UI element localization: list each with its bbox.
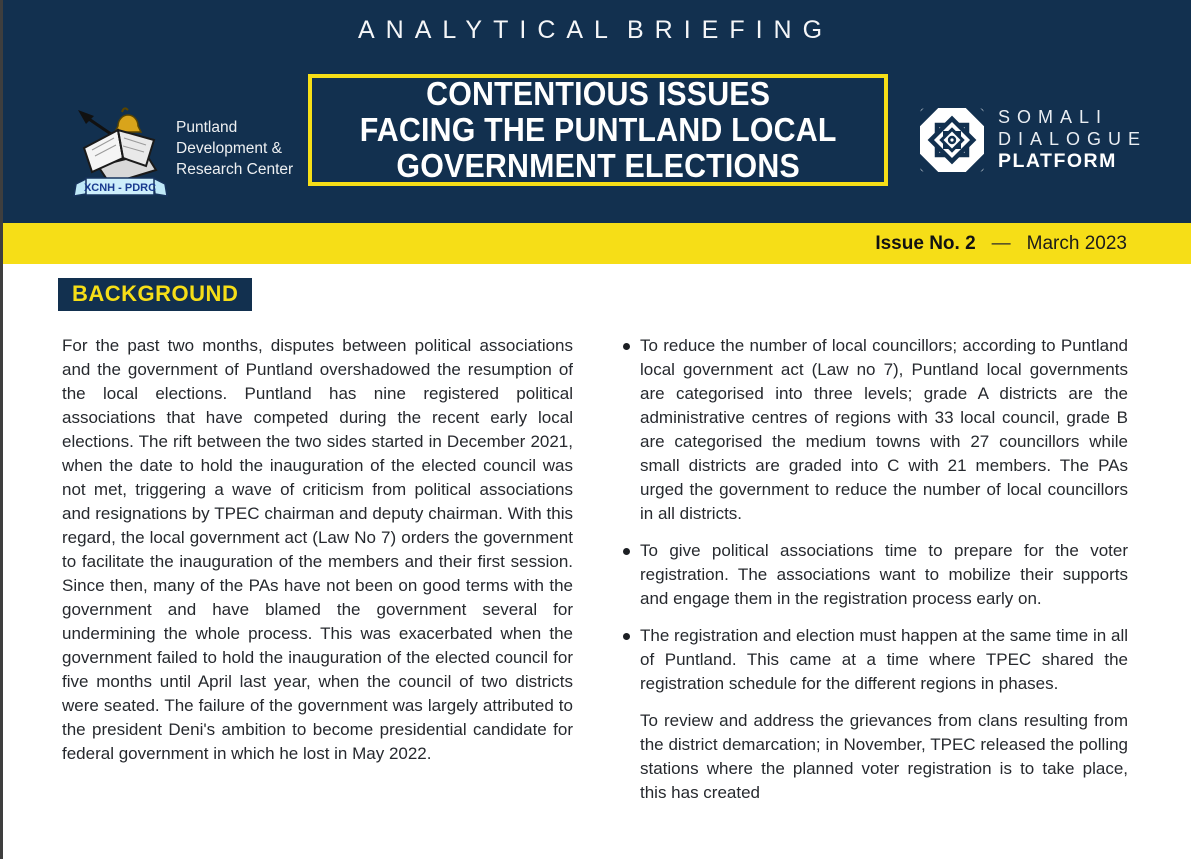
title-line-3: GOVERNMENT ELECTIONS bbox=[396, 147, 800, 184]
pdrc-banner-text: XCNH - PDRC bbox=[83, 182, 157, 194]
sdp-word-somali: SOMALI bbox=[998, 107, 1109, 127]
pdrc-org-line: Puntland bbox=[176, 119, 238, 136]
issues-bullet-list bbox=[622, 334, 1128, 696]
pdrc-org-name bbox=[176, 117, 316, 180]
issue-number: Issue No. 2 bbox=[875, 232, 976, 254]
issue-separator-dash: — bbox=[991, 232, 1011, 254]
sdp-word-dialogue: DIALOGUE bbox=[998, 129, 1148, 149]
document-title bbox=[360, 76, 837, 184]
pdrc-book-icon bbox=[68, 100, 173, 204]
issue-date: March 2023 bbox=[1026, 232, 1127, 254]
left-column bbox=[62, 334, 573, 766]
kicker-title: ANALYTICAL BRIEFING bbox=[357, 16, 834, 44]
bullet-item-voter-registration: To give political associations time to prepare for the voter registration. The associations want to mobilize their supports and engage them in the registration process early on. bbox=[622, 539, 1128, 611]
title-line-1: CONTENTIOUS ISSUES bbox=[425, 75, 771, 112]
sdp-word-platform: PLATFORM bbox=[998, 150, 1117, 172]
right-column bbox=[622, 334, 1128, 805]
document-title-box bbox=[308, 74, 888, 186]
sdp-wordmark bbox=[998, 106, 1168, 173]
issue-bar bbox=[0, 223, 1191, 264]
pdrc-org-line: Research Center bbox=[176, 161, 294, 178]
masthead bbox=[0, 0, 1191, 223]
sdp-star-icon bbox=[920, 108, 984, 172]
pdrc-org-line: Development & bbox=[176, 140, 282, 157]
background-paragraph: For the past two months, disputes between political associations and the government of Puntland overshadowed the resumption of the local elections. Puntland has nine registered political associations that have competed during the recent early local elections. The rift between the two sides started in December 2021, when the date to hold the inauguration of the elected council was not met, triggering a wave of criticism from political associations and resignations by TPEC chairman and deputy chairman. With this regard, the local government act (Law No 7) orders the government to facilitate the inauguration of the members and their first session. Since then, many of the PAs have not been on good terms with the government and have blamed the government several for undermining the whole process. This was exacerbated when the government failed to hold the inauguration of the elected council for five months until April last year, when the council of two districts were seated. The failure of the government was largely attributed to the president Deni's ambition to become presidential candidate for federal government in which he lost in May 2022. bbox=[62, 336, 573, 763]
page-left-edge-line bbox=[0, 0, 3, 859]
section-heading-background: BACKGROUND bbox=[58, 278, 252, 311]
title-line-2: FACING THE PUNTLAND LOCAL bbox=[359, 111, 837, 148]
bullet-item-registration-election: The registration and election must happen at the same time in all of Puntland. This came at a time where TPEC shared the registration schedule for the different regions in phases. bbox=[622, 624, 1128, 696]
bullet-item-councillors: To reduce the number of local councillors; according to Puntland local government act (Law no 7), Puntland local governments are categorised into three levels; grade A districts are the administrative centres of regions with 33 local council, grade B are categorised the medium towns with 27 councillors while small districts are graded into C with 21 members. The PAs urged the government to reduce the number of local councillors in all districts. bbox=[622, 334, 1128, 526]
grievances-paragraph: To review and address the grievances from clans resulting from the district demarcation; in November, TPEC released the polling stations where the planned voter registration is to take place, this has created bbox=[640, 711, 1128, 802]
